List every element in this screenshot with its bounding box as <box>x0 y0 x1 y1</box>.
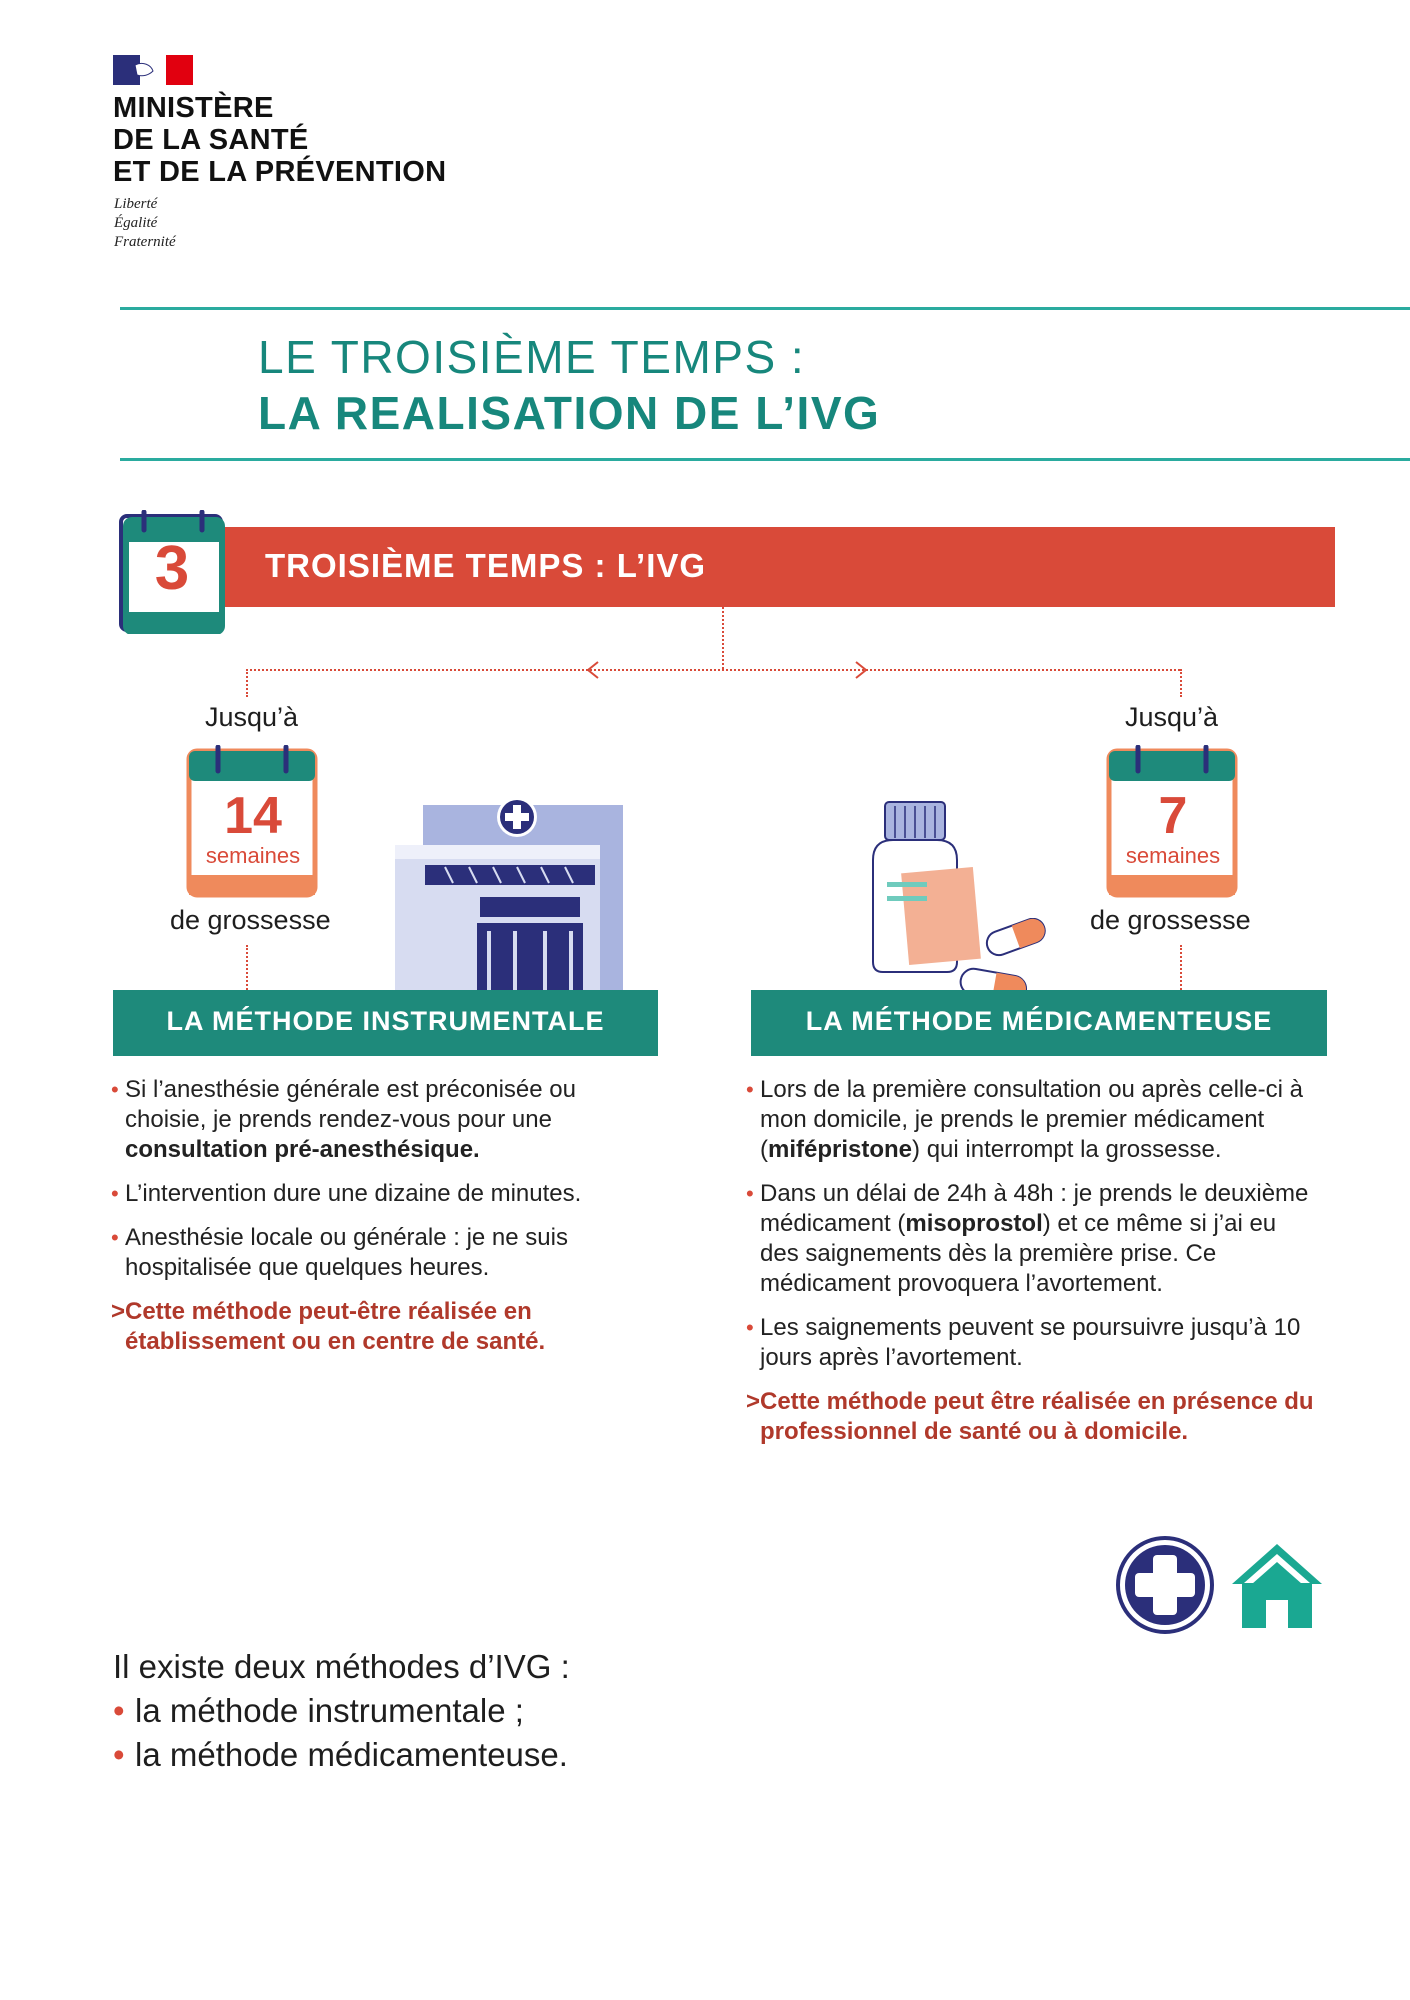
instrumental-weeks-unit: semaines <box>205 843 301 868</box>
summary-intro: Il existe deux méthodes d’IVG : <box>113 1648 570 1685</box>
motto-fraternite: Fraternité <box>114 234 176 250</box>
instrumental-prefix: Jusqu’à <box>205 702 299 732</box>
motto-egalite: Égalité <box>114 215 158 231</box>
instrumental-suffix: de grossesse <box>170 905 331 935</box>
instrumental-weeks: 14 <box>224 787 282 845</box>
ministry-line-1: MINISTÈRE <box>113 92 274 124</box>
medicamenteuse-prefix: Jusqu’à <box>1125 702 1219 732</box>
summary-item-1: • la méthode instrumentale ; <box>113 1689 570 1733</box>
medicamenteuse-bullet-2-bold: misoprostol <box>905 1210 1043 1237</box>
instrumental-note: > Cette méthode peut-être réalisée en établissement ou en centre de santé. <box>113 1297 653 1357</box>
medicamenteuse-weeks-unit: semaines <box>1125 843 1221 868</box>
medicamenteuse-bullet-2 <box>748 1179 1318 1299</box>
step-banner-label: TROISIÈME TEMPS : L’IVG <box>265 547 707 584</box>
medicamenteuse-bullet-1-text-c: ) qui interrompt la grossesse. <box>912 1136 1222 1163</box>
ministry-line-3: ET DE LA PRÉVENTION <box>113 156 447 188</box>
medicamenteuse-suffix: de grossesse <box>1090 905 1251 935</box>
connector-left-lower <box>246 945 248 990</box>
arrow-left-icon <box>584 660 604 680</box>
instrumental-bullet-1-text: Si l’anesthésie générale est préconisée ou choisie, je prends rendez-vous pour une <box>125 1076 576 1133</box>
instrumental-bullet-list <box>113 1075 653 1357</box>
title-bottom-rule <box>120 458 1410 461</box>
medicamenteuse-note: > Cette méthode peut être réalisée en présence du professionnel de santé ou à domicile. <box>748 1387 1318 1447</box>
medicamenteuse-bullet-1-text-a: Lors de la première consultation ou après celle-ci à mon domicile, je prends le premier médicament ( <box>760 1076 1303 1163</box>
connector-left <box>246 669 248 697</box>
title-top-rule <box>120 307 1410 310</box>
instrumental-bullet-2: • L’intervention dure une dizaine de minutes. <box>113 1179 653 1209</box>
medicamenteuse-bullet-2-text-c: ) et ce même si j’ai eu des saignements dès la première prise. Ce médicament provoquera l’avortement. <box>760 1210 1277 1297</box>
instrumental-bullet-3: • Anesthésie locale ou générale : je ne suis hospitalisée que quelques heures. <box>113 1223 653 1283</box>
ministry-line-2: DE LA SANTÉ <box>113 124 309 156</box>
house-icon <box>1228 1540 1326 1630</box>
medical-cross-icon <box>1115 1535 1215 1635</box>
republic-motto <box>114 195 176 252</box>
page-title-line-1: LE TROISIÈME TEMPS : <box>258 331 806 383</box>
summary-section <box>113 1645 570 1777</box>
instrumental-method-title-text: LA MÉTHODE INSTRUMENTALE <box>166 1006 605 1036</box>
connector-right <box>1180 669 1182 697</box>
medicamenteuse-bullet-list <box>748 1075 1318 1447</box>
instrumental-bullet-1 <box>113 1075 653 1165</box>
summary-item-2: • la méthode médicamenteuse. <box>113 1733 570 1777</box>
step-number: 3 <box>154 534 190 603</box>
medicamenteuse-method-title <box>751 990 1327 1056</box>
medicamenteuse-bullet-1-bold: mifépristone <box>768 1136 913 1163</box>
connector-center <box>722 607 724 669</box>
medicamenteuse-weeks: 7 <box>1158 787 1188 845</box>
medicamenteuse-bullet-3: • Les saignements peuvent se poursuivre jusqu’à 10 jours après l’avortement. <box>748 1313 1318 1373</box>
motto-liberte: Liberté <box>114 196 158 212</box>
medicamenteuse-bullet-2-text-a: Dans un délai de 24h à 48h : je prends le deuxième médicament ( <box>760 1180 1309 1237</box>
ministry-name <box>113 92 446 188</box>
hospital-icon <box>395 795 627 1000</box>
medicamenteuse-method-title-text: LA MÉTHODE MÉDICAMENTEUSE <box>805 1006 1273 1036</box>
connector-right-lower <box>1180 945 1182 990</box>
step-banner <box>200 527 1335 607</box>
instrumental-bullet-1-bold: consultation pré-anesthésique. <box>125 1136 480 1163</box>
medicamenteuse-bullet-1 <box>748 1075 1318 1165</box>
page-title-line-2: LA REALISATION DE L’IVG <box>258 387 881 439</box>
arrow-right-icon <box>850 660 870 680</box>
marianne-flag-icon <box>113 55 193 85</box>
instrumental-method-title <box>113 990 658 1056</box>
connector-horizontal <box>246 669 1180 671</box>
